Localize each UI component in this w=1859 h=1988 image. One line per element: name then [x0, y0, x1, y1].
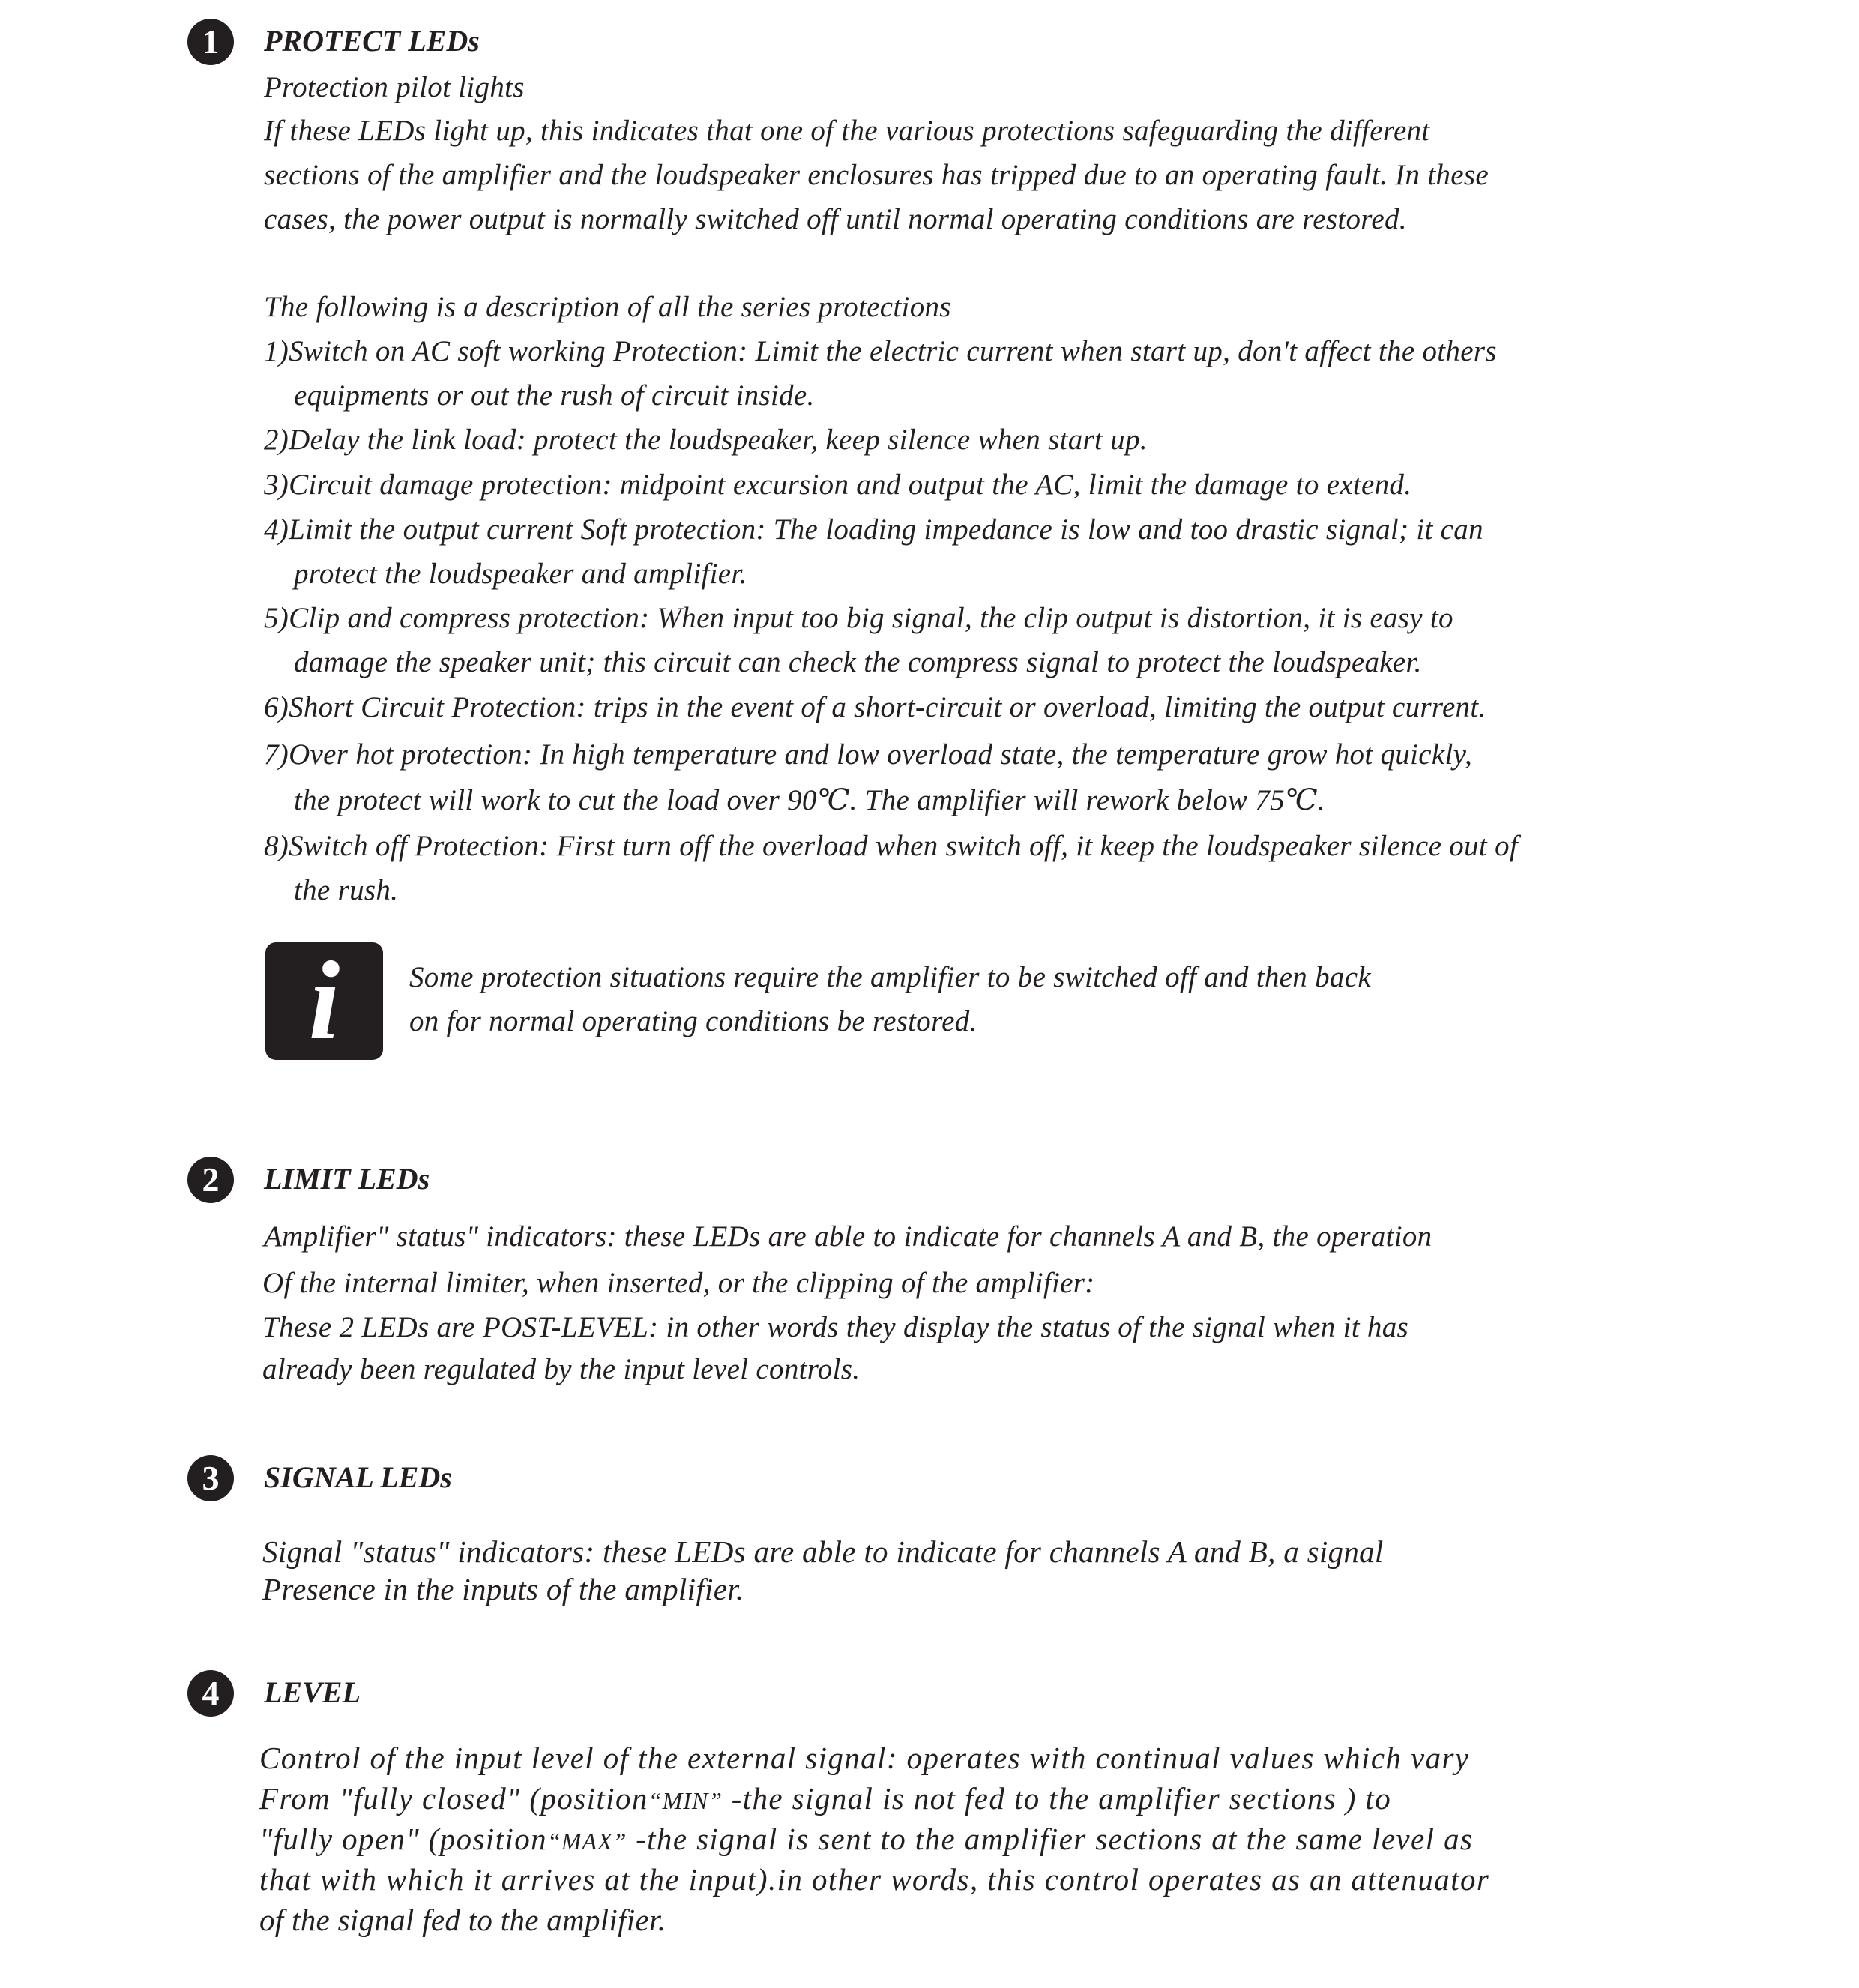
intro-line: cases, the power output is normally switched off until normal operating conditions are restored. — [264, 203, 1407, 235]
protection-item: 6)Short Circuit Protection: trips in the event of a short-circuit or overload, limiting the output current. — [264, 691, 1486, 723]
level-text: -the signal is sent to the amplifier sections at the same level as — [627, 1822, 1474, 1856]
body-line — [259, 1820, 1473, 1860]
body-line: Presence in the inputs of the amplifier. — [262, 1572, 744, 1606]
intro-line: sections of the amplifier and the loudspeaker enclosures has tripped due to an operating fault. In these — [264, 159, 1489, 191]
body-line — [259, 1780, 1391, 1819]
body-line: These 2 LEDs are POST-LEVEL: in other words they display the status of the signal when it has — [262, 1311, 1408, 1343]
level-text: "fully open" (position — [259, 1822, 548, 1856]
protection-item-continuation: damage the speaker unit; this circuit can check the compress signal to protect the loudspeaker. — [294, 646, 1422, 678]
body-line: Signal "status" indicators: these LEDs are able to indicate for channels A and B, a signal — [262, 1534, 1384, 1569]
section-number-badge: 4 — [187, 1670, 234, 1717]
level-text: From "fully closed" (position — [259, 1781, 648, 1816]
section-number-badge: 2 — [187, 1157, 234, 1203]
protection-item-continuation: the rush. — [294, 874, 399, 906]
level-text: -the signal is not fed to the amplifier sections ) to — [723, 1781, 1392, 1816]
max-label: “MAX” — [547, 1828, 627, 1855]
body-line: already been regulated by the input level controls. — [262, 1353, 861, 1385]
section-title: SIGNAL LEDs — [264, 1460, 452, 1494]
list-intro: The following is a description of all the series protections — [264, 291, 951, 323]
protection-item: 2)Delay the link load: protect the loudspeaker, keep silence when start up. — [264, 424, 1148, 456]
body-line: Amplifier" status" indicators: these LEDs are able to indicate for channels A and B, the operation — [264, 1220, 1432, 1253]
section-subtitle: Protection pilot lights — [264, 71, 525, 103]
body-line: Of the internal limiter, when inserted, or the clipping of the amplifier: — [262, 1267, 1095, 1299]
info-icon: i — [265, 942, 383, 1060]
section-number-badge: 1 — [187, 19, 234, 65]
section-title: LEVEL — [264, 1675, 361, 1709]
section-title: LIMIT LEDs — [264, 1162, 430, 1196]
section-title: PROTECT LEDs — [264, 24, 480, 58]
body-line: Control of the input level of the external signal: operates with continual values which vary — [259, 1741, 1470, 1775]
body-line: that with which it arrives at the input).in other words, this control operates as an attenuator — [259, 1862, 1490, 1897]
min-label: “MIN” — [648, 1787, 723, 1814]
protection-item: 7)Over hot protection: In high temperature and low overload state, the temperature grow hot quickly, — [264, 738, 1473, 771]
protection-item: 3)Circuit damage protection: midpoint excursion and output the AC, limit the damage to extend. — [264, 469, 1412, 501]
protection-item: 5)Clip and compress protection: When input too big signal, the clip output is distortion, it is easy to — [264, 602, 1453, 634]
protection-item-continuation: the protect will work to cut the load over 90℃. The amplifier will rework below 75℃. — [294, 784, 1325, 816]
protection-item: 4)Limit the output current Soft protection: The loading impedance is low and too drastic signal; it can — [264, 513, 1483, 546]
body-line: of the signal fed to the amplifier. — [259, 1903, 666, 1937]
protection-item: 8)Switch off Protection: First turn off the overload when switch off, it keep the loudspeaker silence out of — [264, 830, 1519, 862]
note-line: Some protection situations require the amplifier to be switched off and then back — [409, 961, 1371, 993]
note-line: on for normal operating conditions be restored. — [409, 1005, 977, 1037]
protection-item-continuation: equipments or out the rush of circuit inside. — [294, 379, 815, 412]
intro-line: If these LEDs light up, this indicates that one of the various protections safeguarding the different — [264, 115, 1430, 147]
protection-item-continuation: protect the loudspeaker and amplifier. — [294, 558, 747, 590]
section-number-badge: 3 — [187, 1455, 234, 1501]
protection-item: 1)Switch on AC soft working Protection: Limit the electric current when start up, don't affect the others — [264, 335, 1497, 367]
